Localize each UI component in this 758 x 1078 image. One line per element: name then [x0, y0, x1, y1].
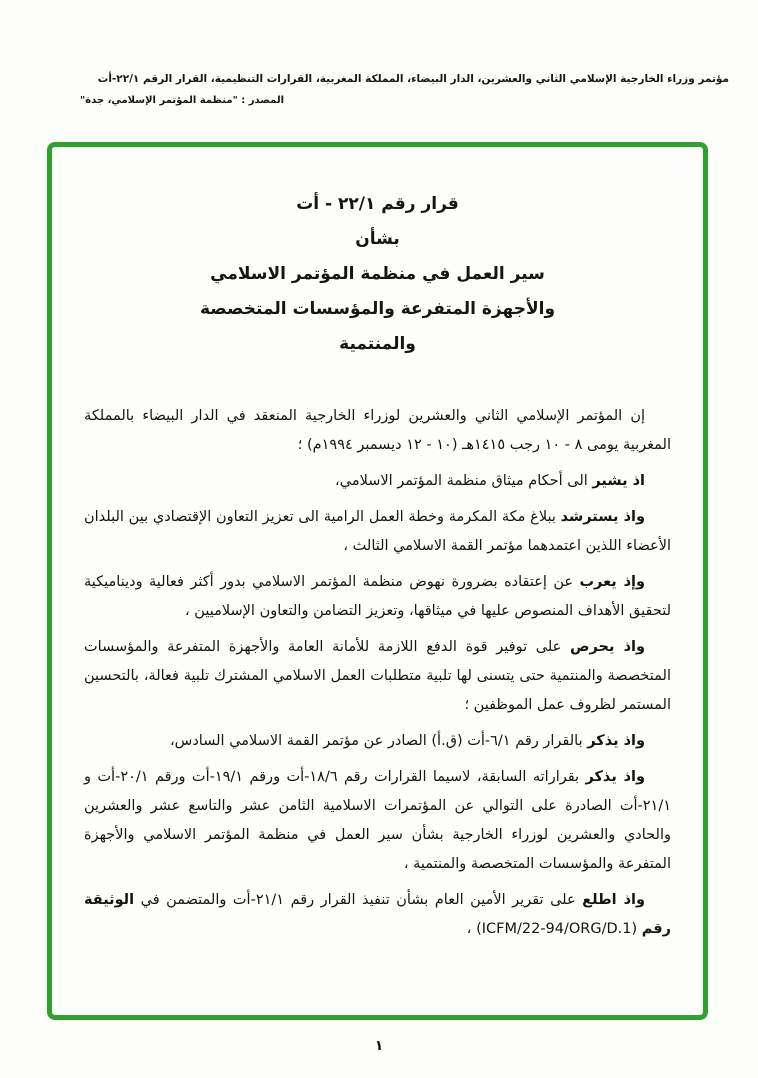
- document-frame: [47, 142, 708, 1020]
- paragraph-text: الى أحكام ميثاق منظمة المؤتمر الاسلامي،: [335, 473, 588, 489]
- paragraph-text: إن المؤتمر الإسلامي الثاني والعشرين لوزراء الخارجية المنعقد في الدار البيضاء بالمملكة المغربية يومى ٨ - ١٠ رجب ١٤١٥هـ (١٠ - ١٢ ديسمبر ١٩٩٤م) ؛: [84, 408, 671, 453]
- paragraph-lead: واذ يحرص: [570, 639, 645, 655]
- paragraph-recalling-summit-resolution: [84, 727, 671, 756]
- paragraph-preamble: [84, 402, 671, 460]
- paragraph-recalling-previous-resolutions: [84, 763, 671, 879]
- paragraph-lead: اذ يشير: [592, 473, 645, 489]
- paragraph-lead: واذ يذكر: [585, 769, 646, 785]
- paragraph-lead: واذ يذكر: [587, 733, 645, 749]
- paragraph-having-reviewed-report: [84, 886, 671, 944]
- paragraph-recalling-charter: [84, 467, 671, 496]
- title-line-subject-3: والمنتمية: [339, 334, 416, 354]
- title-line-regarding: بشأن: [355, 229, 400, 249]
- page-number: ١: [374, 1038, 384, 1054]
- paragraph-lead: واذ يسترشد: [560, 509, 646, 525]
- paragraph-expressing-belief: [84, 568, 671, 626]
- paragraph-text: على تقرير الأمين العام بشأن تنفيذ القرار رقم ٢١/١-أت والمتضمن في: [140, 892, 576, 908]
- paragraph-text: ببلاغ مكة المكرمة وخطة العمل الرامية الى تعزيز التعاون الإقتصادي بين البلدان الأعضاء اللذين اعتمدهما مؤتمر القمة الاسلامي الثالث ،: [84, 509, 671, 554]
- citation-line: مؤتمر وزراء الخارجية الإسلامي الثاني والعشرين، الدار البيضاء، المملكة المغربية، القرارات التنظيمية، القرار الرقم ٢٢/١-أت: [97, 73, 729, 85]
- citation-source-line: المصدر : "منظمة المؤتمر الإسلامي، جدة": [80, 95, 285, 106]
- title-line-subject-2: والأجهزة المتفرعة والمؤسسات المتخصصة: [199, 299, 556, 319]
- paragraph-guided-by: [84, 503, 671, 561]
- paragraph-document-ref-label: الوثيقة رقم: [84, 892, 671, 937]
- citation-header: [28, 72, 729, 106]
- resolution-title: [84, 187, 671, 362]
- paragraph-text: بقراراته السابقة، لاسيما القرارات رقم ١٨/٦-أت ورقم ١٩/١-أت ورقم ٢٠/١-أت و ٢١/١-أت الصادرة على التوالي عن المؤتمرات الاسلامية الثامن عشر والتاسع عشر والعشرين والحادي والعشرين لوزراء الخارجية بشأن سير العمل في منظمة المؤتمر الاسلامي والأجهزة المتفرعة والمؤسسات المتخصصة والمنتمية ،: [84, 769, 671, 872]
- paragraph-lead: وإذ يعرب: [579, 574, 645, 590]
- title-line-subject-1: سير العمل في منظمة المؤتمر الاسلامي: [210, 264, 545, 284]
- paragraph-text: عن إعتقاده بضرورة نهوض منظمة المؤتمر الاسلامي بدور أكثر فعالية وديناميكية لتحقيق الأهداف المنصوص عليها في ميثاقها، وتعزيز التضامن والتعاون الإسلاميين ،: [84, 574, 671, 619]
- paragraph-lead: واذ اطلع: [582, 892, 646, 908]
- title-line-number: قرار رقم ٢٢/١ - أت: [296, 194, 459, 214]
- paragraph-text: على توفير قوة الدفع اللازمة للأمانة العامة والأجهزة المتفرعة والمؤسسات المتخصصة والمنتمية حتى يتسنى لها تلبية متطلبات العمل الاسلامي المشترك تلبية فعالة، بالتحسين المستمر لظروف عمل الموظفين ؛: [84, 639, 671, 713]
- paragraph-text: بالقرار رقم ٦/١-أت (ق.أ) الصادر عن مؤتمر القمة الاسلامي السادس،: [169, 733, 583, 749]
- resolution-body: [84, 402, 671, 944]
- paragraph-document-ref: (ICFM/22-94/ORG/D.1) ،: [466, 921, 638, 937]
- paragraph-keen-on: [84, 633, 671, 720]
